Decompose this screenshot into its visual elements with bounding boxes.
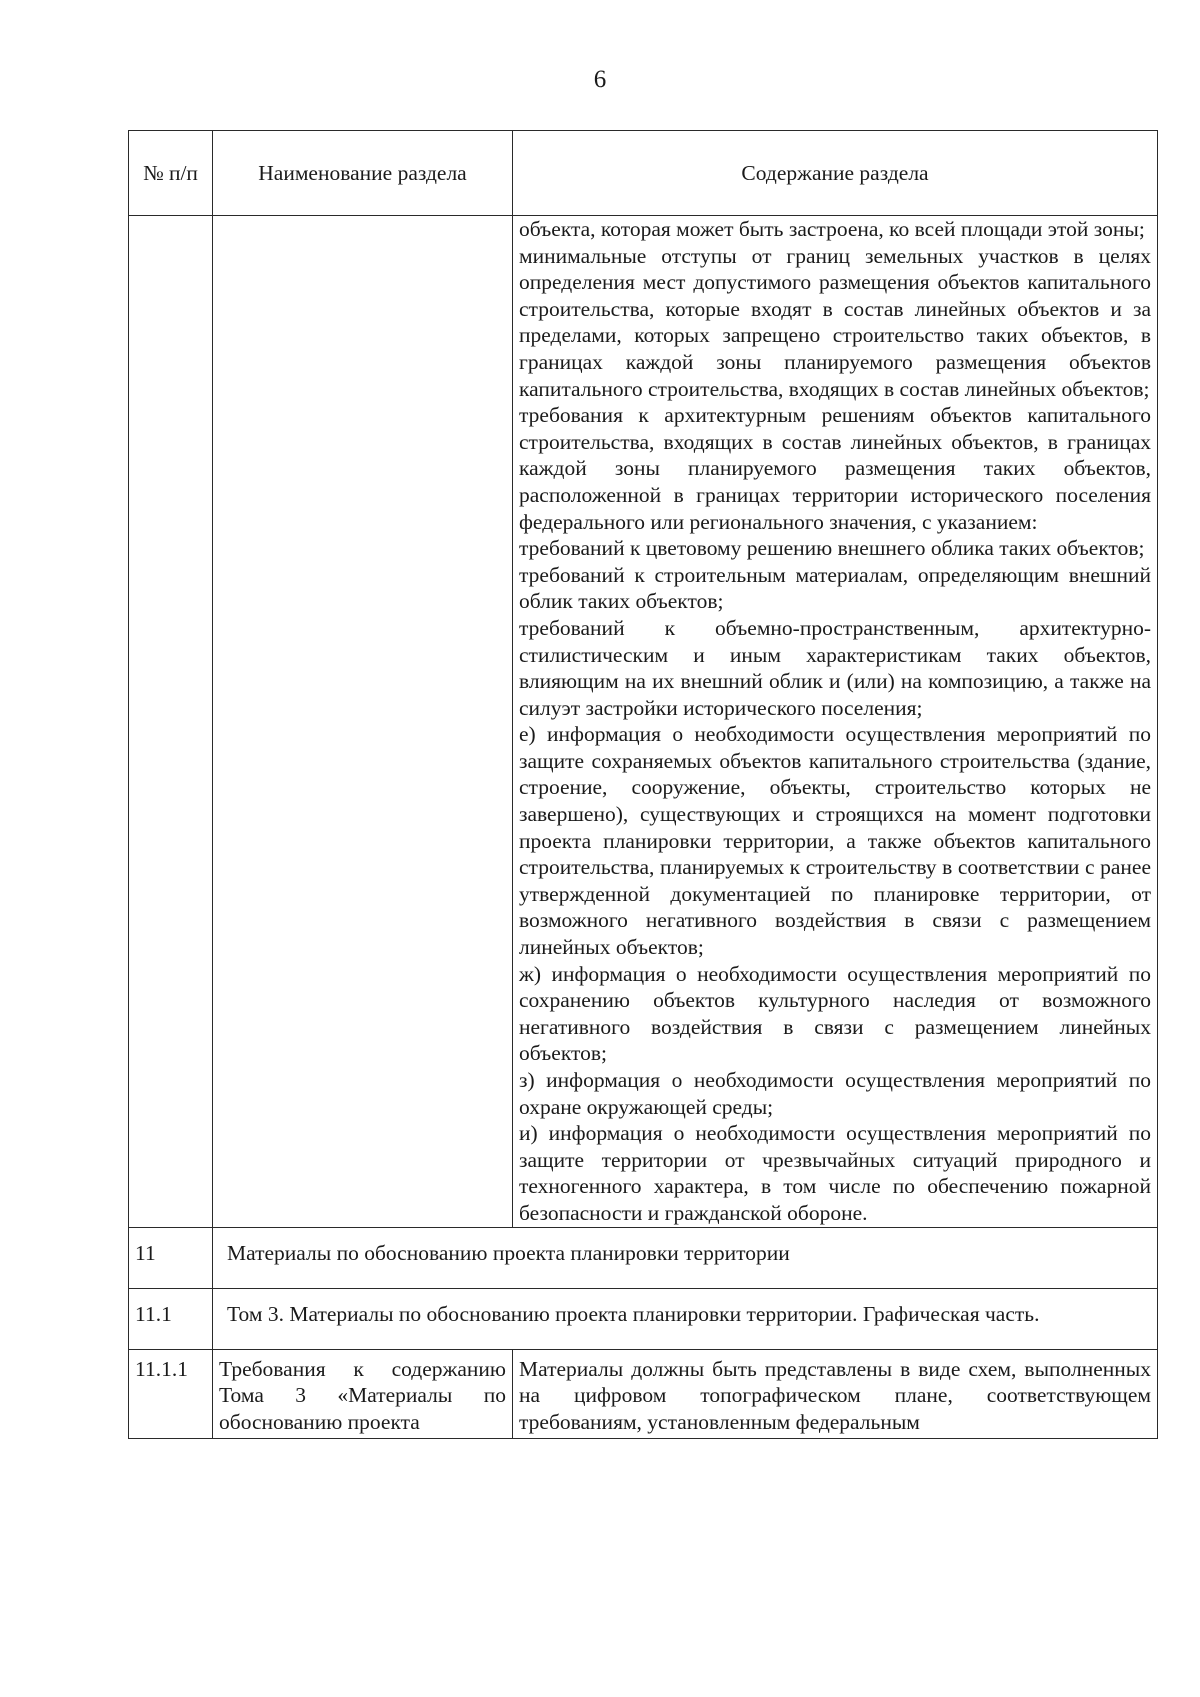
continuation-content-cell [513,216,1158,1228]
table-header-row [129,131,1158,216]
section-number: 11 [129,1227,213,1288]
page-number: 6 [593,66,607,93]
continuation-number-cell [129,216,213,1228]
row-number: 11.1.1 [129,1349,213,1438]
header-section-name: Наименование раздела [213,131,513,216]
content-paragraph: требований к цветовому решению внешнего облика таких объектов; [519,536,1145,561]
content-paragraph: минимальные отступы от границ земельных участков в целях определения мест допустимого размещения объектов капитального строительства, которые входят в состав линейных объектов и за пределами, которых запрещено строительство таких объектов, в границах каждой зоны планируемого размещения объектов капитального строительства, входящих в состав линейных объектов; [519,243,1151,401]
row-section-content [513,1349,1158,1438]
section-title: Материалы по обоснованию проекта планировки территории [213,1227,1158,1288]
content-paragraph: требования к архитектурным решениям объектов капитального строительства, входящих в состав линейных объектов, в границах каждой зоны планируемого размещения таких объектов, расположенной в границах территории исторического поселения федерального или регионального значения, с указанием: [519,403,1151,534]
requirements-table [128,130,1158,1439]
content-paragraph: требований к строительным материалам, определяющим внешний облик таких объектов; [519,562,1151,614]
section-row-11-1 [129,1288,1158,1349]
content-paragraph: объекта, которая может быть застроена, ко всей площади этой зоны; [519,217,1145,241]
section-title: Том 3. Материалы по обоснованию проекта планировки территории. Графическая часть. [213,1288,1158,1349]
row-section-name: Требования к содержанию Тома 3 «Материалы по обоснованию проекта [213,1349,513,1438]
content-paragraph: требований к объемно-пространственным, архитектурно-стилистическим и иным характеристикам таких объектов, влияющим на их внешний облик и (или) на композицию, а также на силуэт застройки исторического поселения; [519,615,1151,720]
row-11-1-1 [129,1349,1158,1438]
section-row-11 [129,1227,1158,1288]
header-number: № п/п [129,131,213,216]
content-paragraph: и) информация о необходимости осуществления мероприятий по защите территории от чрезвычайных ситуаций природного и техногенного характера, в том числе по обеспечению пожарной безопасности и гражданской обороне. [519,1121,1151,1225]
section-number: 11.1 [129,1288,213,1349]
content-paragraph: Материалы должны быть представлены в виде схем, выполненных на цифровом топографическом плане, соответствующем требованиям, установленным федеральным [519,1356,1151,1434]
continuation-name-cell [213,216,513,1228]
content-paragraph: е) информация о необходимости осуществления мероприятий по защите сохраняемых объектов капитального строительства (здание, строение, сооружение, объекты, строительство которых не завершено), существующих и строящихся на момент подготовки проекта планировки территории, а также объектов капитального строительства, планируемых к строительству в соответствии с ранее утвержденной документацией по планировке территории, от возможного негативного воздействия в связи с размещением линейных объектов; [519,722,1151,960]
content-paragraph: з) информация о необходимости осуществления мероприятий по охране окружающей среды; [519,1068,1151,1119]
continuation-row [129,216,1158,1228]
content-paragraph: ж) информация о необходимости осуществления мероприятий по сохранению объектов культурного наследия от возможного негативного воздействия в связи с размещением линейных объектов; [519,961,1151,1066]
header-section-content: Содержание раздела [513,131,1158,216]
